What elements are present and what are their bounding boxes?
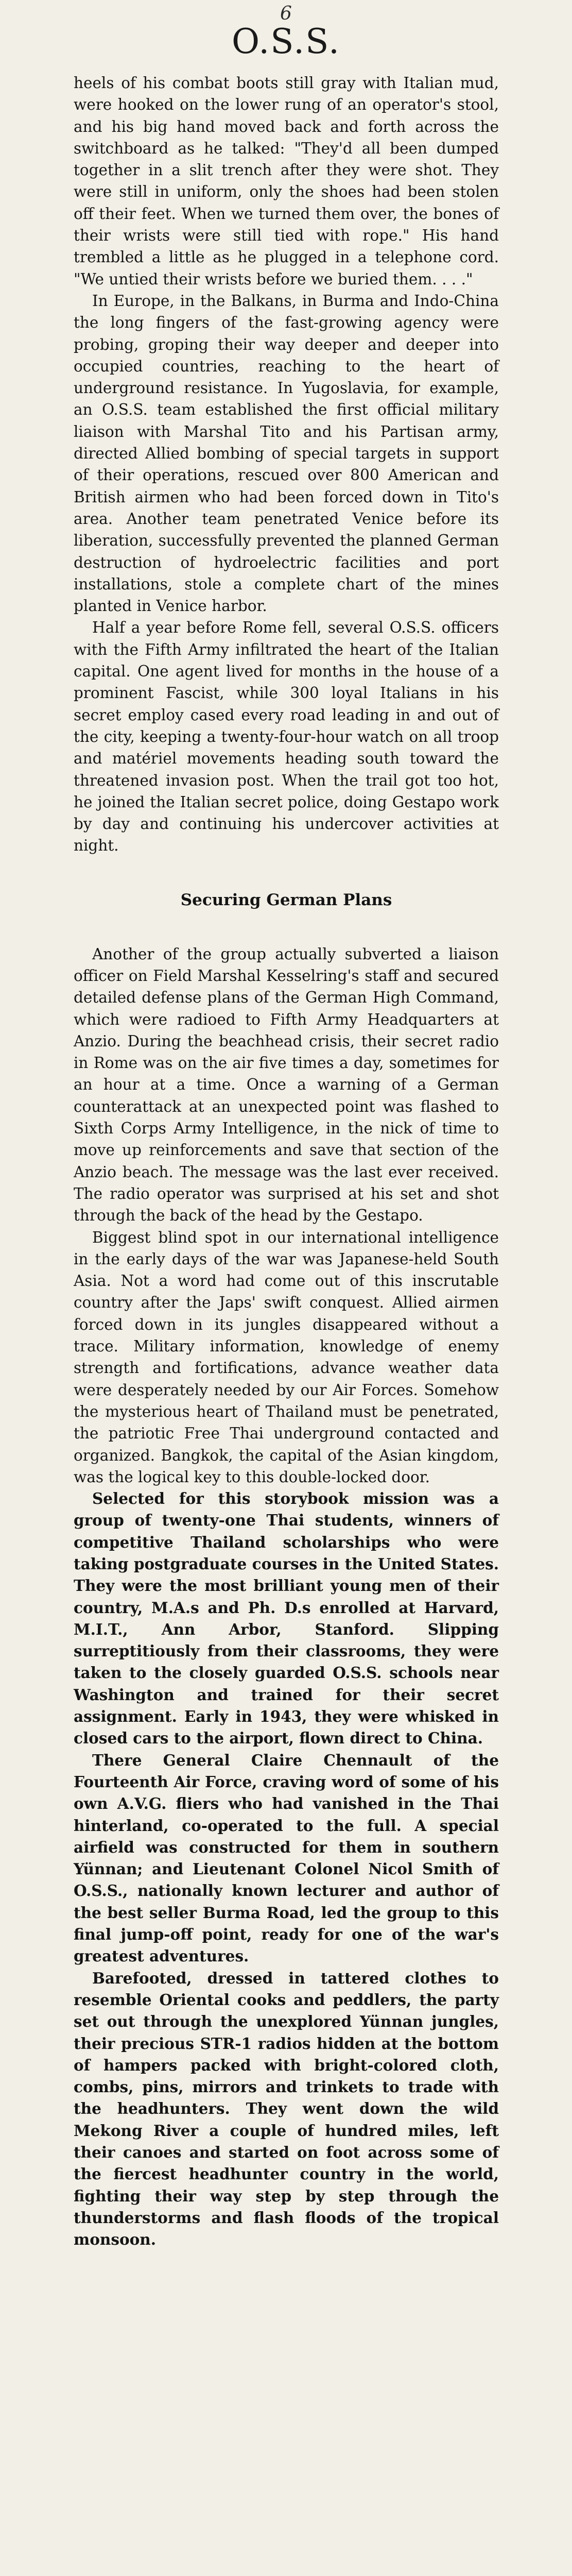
article-paragraph: There General Claire Chennault of the Fourteenth Air Force, craving word of some of his own A.V.G. fliers who had vanished in the Thai hinterland, co-operated to the full. A special airfield was constructed for them in southern Yünnan; and Lieutenant Colonel Nicol Smith of O.S.S., nationally known lecturer and author of the best seller Burma Road, led the group to this final jump-off point, ready for one of the war's greatest adventures. bbox=[74, 1751, 499, 1965]
article-paragraph: Selected for this storybook mission was a group of twenty-one Thai students, winners of competitive Thailand scholarships who were taking postgraduate courses in the United States. They were the most brilliant young men of their country, M.A.s and Ph. D.s enrolled at Harvard, M.I.T., Ann Arbor, Stanford. Slipping surreptitiously from their classrooms, they were taken to the closely guarded O.S.S. schools near Washington and trained for their secret assignment. Early in 1943, they were whisked in closed cars to the airport, flown direct to China. bbox=[74, 1489, 499, 1748]
article-paragraph: Half a year before Rome fell, several O.S.S. officers with the Fifth Army infiltrated the heart of the Italian capital. One agent lived for months in the house of a prominent Fascist, while 300 loyal Italians in his secret employ cased every road leading in and out of the city, keeping a twenty-four-hour watch on all troop and matériel movements heading south toward the threatened invasion post. When the trail got too hot, he joined the Italian secret police, doing Gestapo work by day and continuing his undercover activities at night. bbox=[74, 619, 499, 855]
page-title: O.S.S. bbox=[232, 22, 340, 61]
article-paragraph: Another of the group actually subverted a liaison officer on Field Marshal Kesselring's staff and secured detailed defense plans of the German High Command, which were radioed to Fifth Army Headquarters at Anzio. During the beachhead crisis, their secret radio in Rome was on the air five times a day, sometimes for an hour at a time. Once a warning of a German counterattack at an unexpected point was flashed to Sixth Corps Army Intelligence, in the nick of time to move up reinforcements and save that section of the Anzio beach. The message was the last ever received. The radio operator was surprised at his set and shot through the back of the head by the Gestapo. bbox=[74, 945, 499, 1225]
article-paragraph: Biggest blind spot in our international intelligence in the early days of the war was Japanese-held South Asia. Not a word had come out of this inscrutable country after the Japs' swift conquest. Allied airmen forced down in its jungles disappeared without a trace. Military information, knowledge of enemy strength and fortifications, advance weather data were desperately needed by our Air Forces. Somehow the mysterious heart of Thailand must be penetrated, the patriotic Free Thai underground contacted and organized. Bangkok, the capital of the Asian kingdom, was the logical key to this double-locked door. bbox=[74, 1228, 499, 1486]
article-paragraph: In Europe, in the Balkans, in Burma and Indo-China the long fingers of the fast-growing agency were probing, groping their way deeper and deeper into occupied countries, reaching to the heart of underground resistance. In Yugoslavia, for example, an O.S.S. team established the first official military liaison with Marshal Tito and his Partisan army, directed Allied bombing of special targets in support of their operations, rescued over 800 American and British airmen who had been forced down in Tito's area. Another team penetrated Venice before its liberation, successfully prevented the planned German destruction of hydroelectric facilities and port installations, stole a complete chart of the mines planted in Venice harbor. bbox=[74, 292, 499, 615]
section-subheading: Securing German Plans bbox=[180, 890, 392, 909]
article-body bbox=[74, 72, 499, 2251]
page-number: 6 bbox=[280, 3, 292, 24]
article-paragraph: heels of his combat boots still gray with Italian mud, were hooked on the lower rung of an operator's stool, and his big hand moved back and forth across the switchboard as he talked: "They'd all been dumped together in a slit trench after they were shot. They were still in uniform, only the shoes had been stolen off their feet. When we turned them over, the bones of their wrists were still tied with rope." His hand trembled a little as he plugged in a telephone cord. "We untied their wrists before we buried them. . . ." bbox=[74, 74, 499, 288]
article-paragraph: Barefooted, dressed in tattered clothes to resemble Oriental cooks and peddlers, the party set out through the unexplored Yünnan jungles, their precious STR-1 radios hidden at the bottom of hampers packed with bright-colored cloth, combs, pins, mirrors and trinkets to trade with the headhunters. They went down the wild Mekong River a couple of hundred miles, left their canoes and started on foot across some of the fiercest headhunter country in the world, fighting their way step by step through the thunderstorms and flash floods of the tropical monsoon. bbox=[74, 1969, 499, 2249]
